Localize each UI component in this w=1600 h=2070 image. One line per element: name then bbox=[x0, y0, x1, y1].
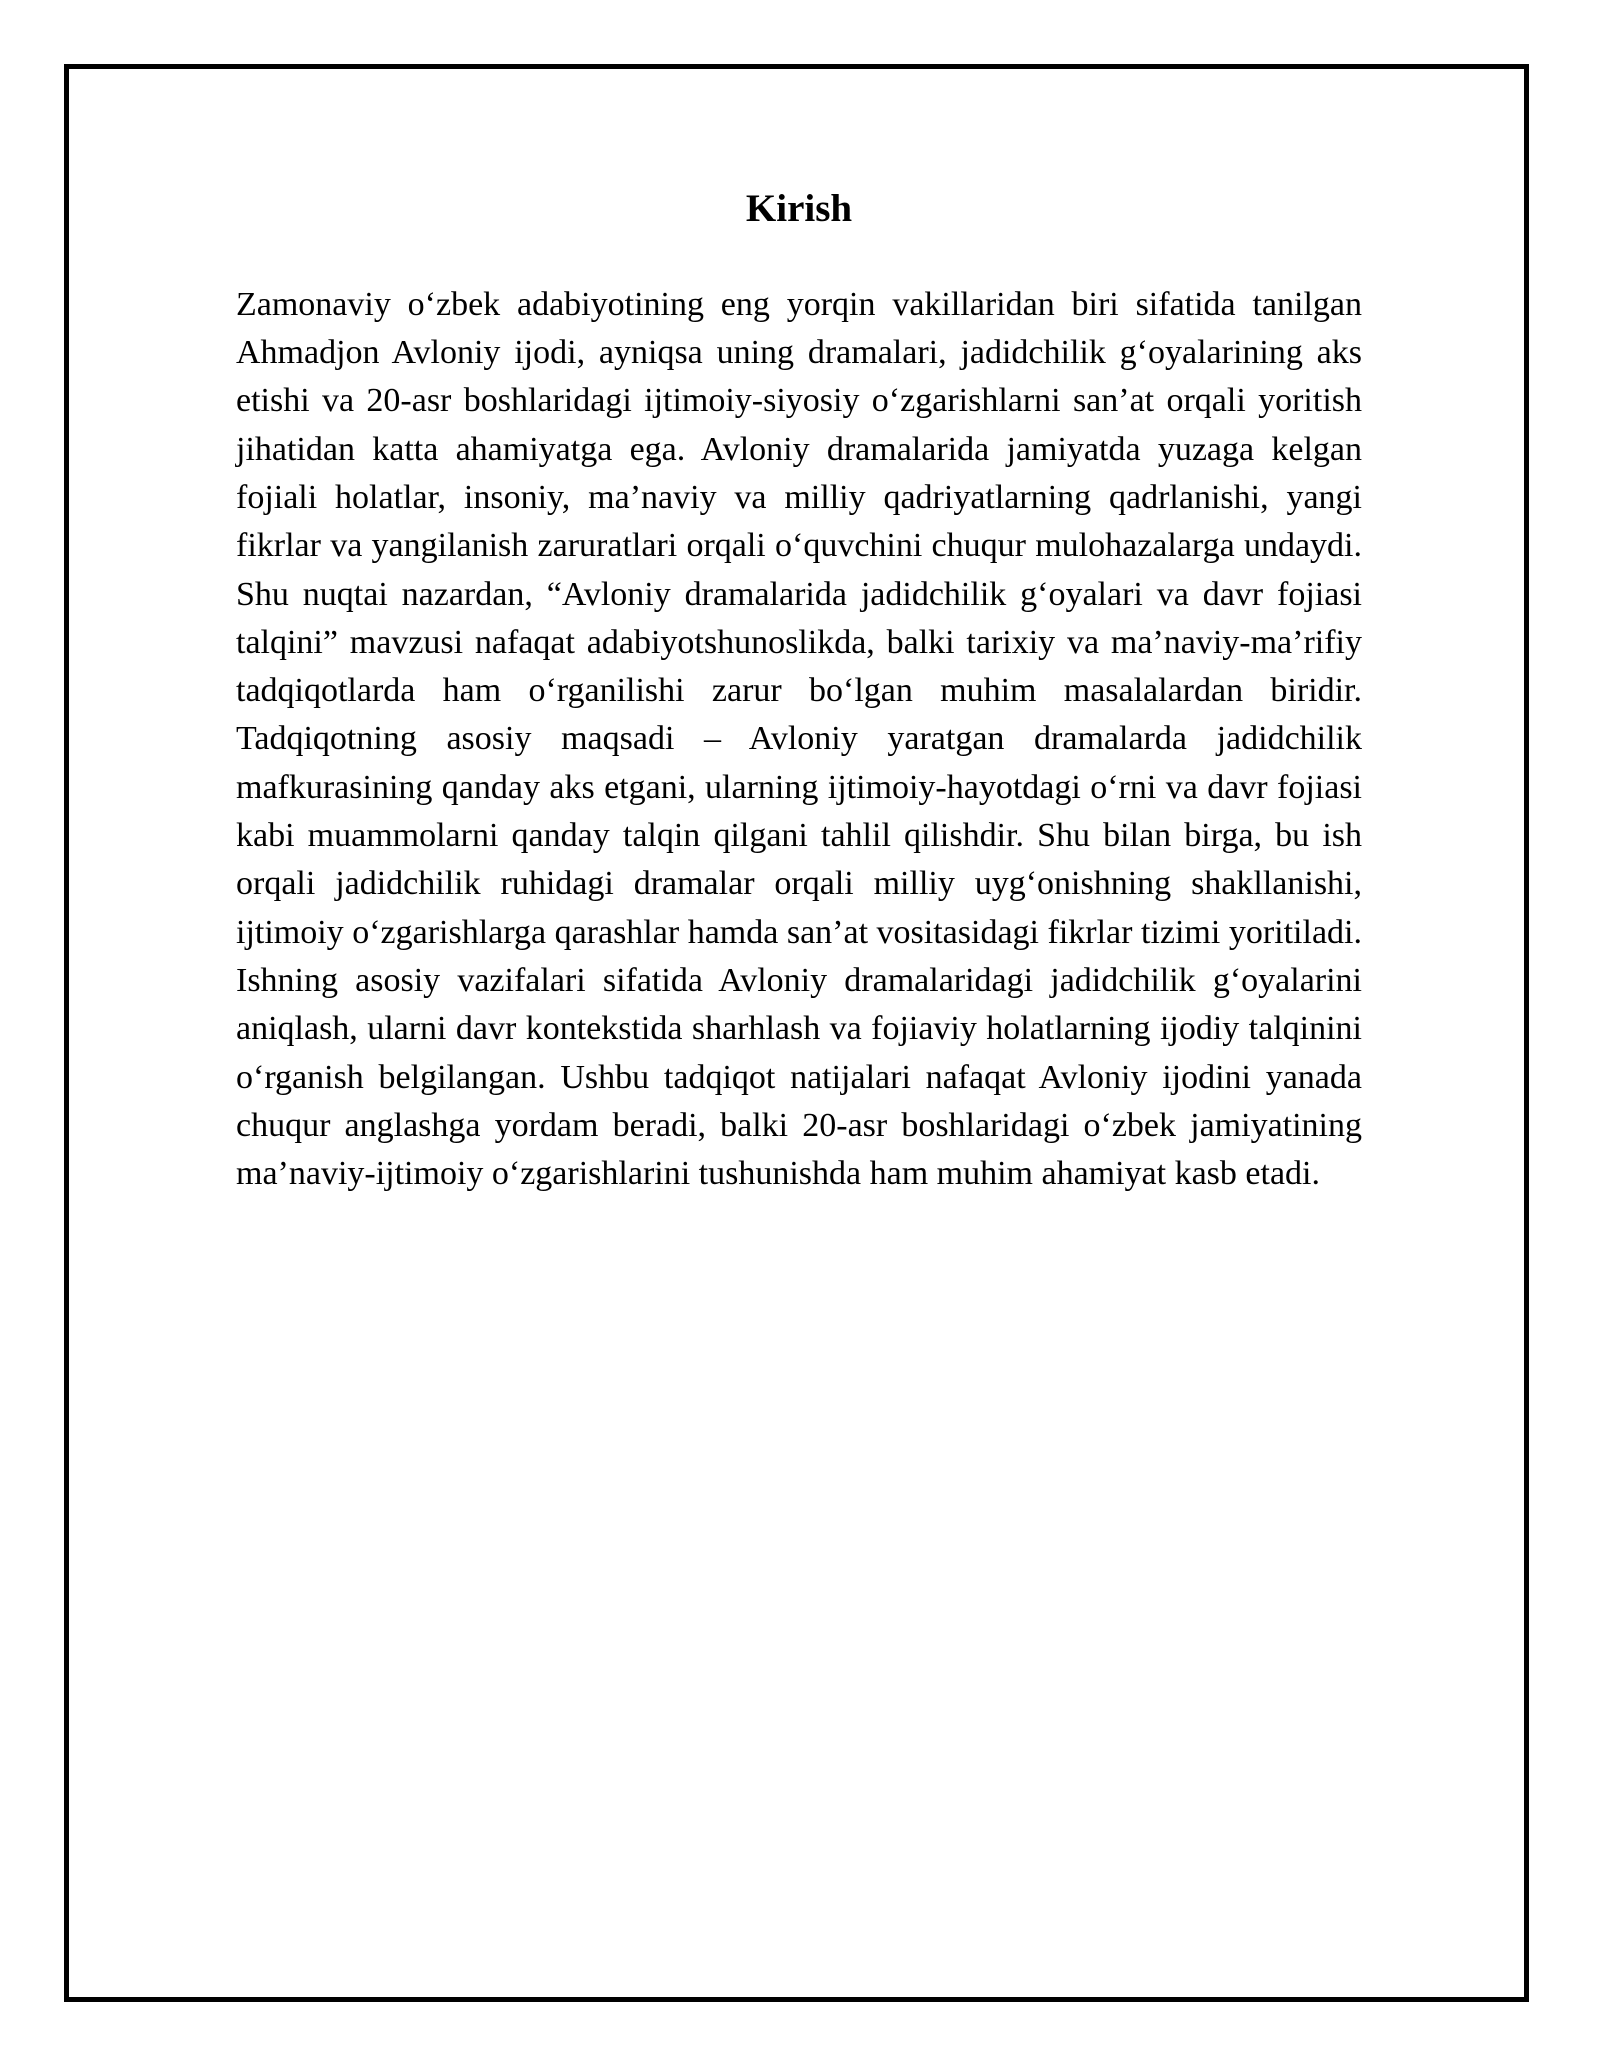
page-title: Kirish bbox=[745, 187, 853, 230]
document-content bbox=[236, 186, 1362, 1198]
body-paragraph: Zamonaviy o‘zbek adabiyotining eng yorqin vakillaridan biri sifatida tanilgan Ahmadjon Avloniy ijodi, ayniqsa uning dramalari, jadidchilik g‘oyalarining aks etishi va 20-asr boshlaridagi ijtimoiy-siyosiy o‘zgarishlarni san’at orqali yoritish jihatidan katta ahamiyatga ega. Avloniy dramalarida jamiyatda yuzaga kelgan fojiali holatlar, insoniy, ma’naviy va milliy qadriyatlarning qadrlanishi, yangi fikrlar va yangilanish zaruratlari orqali o‘quvchini chuqur mulohazalarga undaydi. Shu nuqtai nazardan, “Avloniy dramalarida jadidchilik g‘oyalari va davr fojiasi talqini” mavzusi nafaqat adabiyotshunoslikda, balki tarixiy va ma’naviy-ma’rifiy tadqiqotlarda ham o‘rganilishi zarur bo‘lgan muhim masalalardan biridir. Tadqiqotning asosiy maqsadi – Avloniy yaratgan dramalarda jadidchilik mafkurasining qanday aks etgani, ularning ijtimoiy-hayotdagi o‘rni va davr fojiasi kabi muammolarni qanday talqin qilgani tahlil qilishdir. Shu bilan birga, bu ish orqali jadidchilik ruhidagi dramalar orqali milliy uyg‘onishning shakllanishi, ijtimoiy o‘zgarishlarga qarashlar hamda san’at vositasidagi fikrlar tizimi yoritiladi. Ishning asosiy vazifalari sifatida Avloniy dramalaridagi jadidchilik g‘oyalarini aniqlash, ularni davr kontekstida sharhlash va fojiaviy holatlarning ijodiy talqinini o‘rganish belgilangan. Ushbu tadqiqot natijalari nafaqat Avloniy ijodini yanada chuqur anglashga yordam beradi, balki 20-asr boshlaridagi o‘zbek jamiyatining ma’naviy-ijtimoiy o‘zgarishlarini tushunishda ham muhim ahamiyat kasb etadi. bbox=[236, 285, 1362, 1193]
